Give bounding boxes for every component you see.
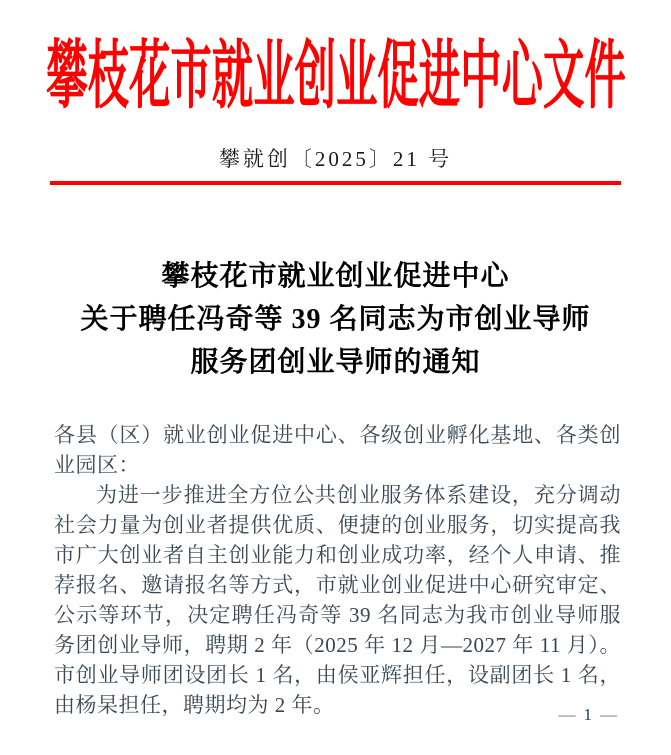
document-title-line3: 服务团创业导师的通知: [190, 347, 481, 378]
body-paragraph: 为进一步推进全方位公共创业服务体系建设，充分调动社会力量为创业者提供优质、便捷的创业服务，切实提高我市广大创业者自主创业能力和创业成功率，经个人申请、推荐报名、邀请报名等方式，市就业创业促进中心研究审定、公示等环节，决定聘任冯奇等 39 名同志为我市创业导师服务团创业导师，聘期 2 年（2025 年 12 月—2027 年 11 月）。市创业导师团设团长 1 名，由侯亚辉担任，设副团长 1 名，由杨杲担任，聘期均为 2 年。: [54, 483, 621, 717]
page-number: [559, 705, 618, 725]
document-title-line2: 关于聘任冯奇等 39 名同志为市创业导师: [80, 304, 591, 335]
document-body: [54, 420, 621, 720]
page-number-dash-right: —: [600, 705, 617, 724]
salutation-line: 各县（区）就业创业促进中心、各级创业孵化基地、各类创业园区：: [54, 423, 621, 477]
letterhead: [0, 24, 671, 116]
page-number-dash-left: —: [558, 705, 576, 724]
document-title-line1: 攀枝花市就业创业促进中心: [161, 261, 510, 292]
document-number: 攀就创〔2025〕21 号: [218, 147, 453, 171]
red-divider-rule: [50, 181, 621, 185]
document-title: [0, 255, 671, 384]
page-number-value: 1: [583, 705, 592, 724]
letterhead-title: 攀枝花市就业创业促进中心文件: [45, 34, 626, 117]
